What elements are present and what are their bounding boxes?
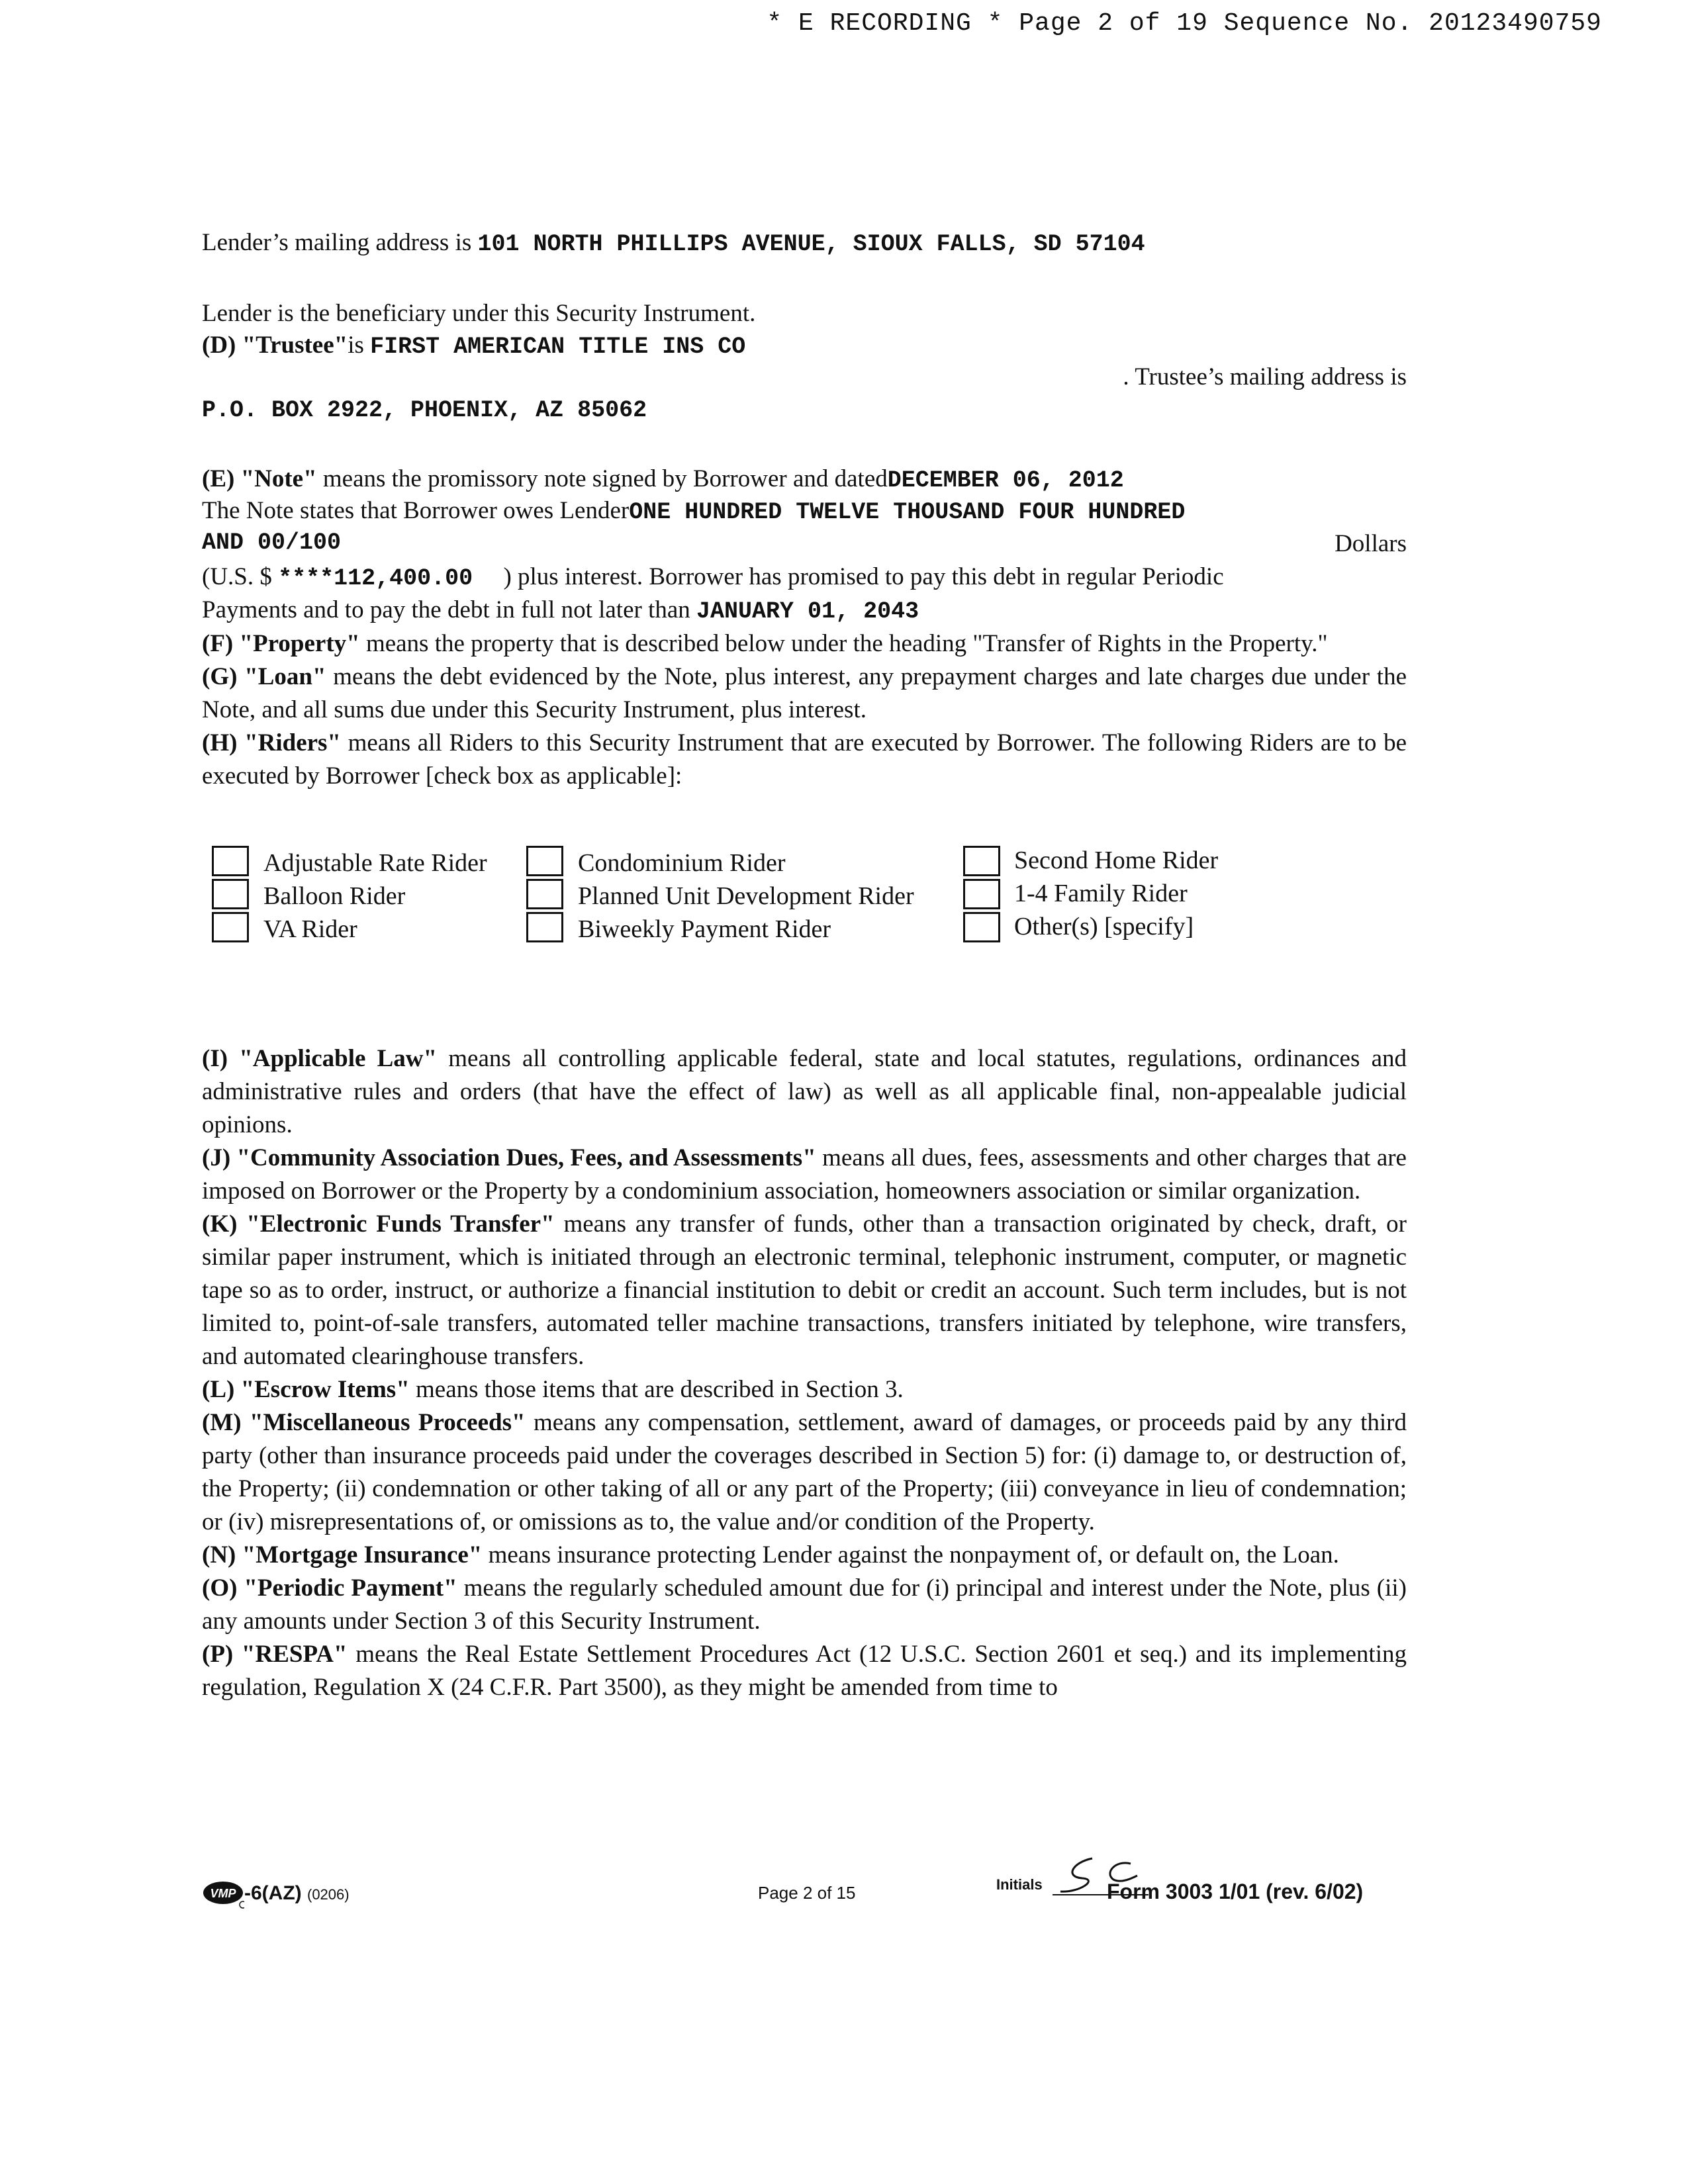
note-amount-words-2: AND 00/100 (202, 529, 342, 556)
definition-community-association-dues (202, 1142, 1407, 1208)
lender-address: 101 NORTH PHILLIPS AVENUE, SIOUX FALLS, SD 57104 (477, 231, 1145, 257)
form-code: -6(AZ) (244, 1882, 302, 1904)
definition-label: (N) "Mortgage Insurance" (202, 1541, 483, 1569)
note-amount: ****112,400.00 (278, 565, 473, 592)
planned-unit-development-rider-checkbox[interactable] (526, 879, 563, 909)
form-date: (0206) (307, 1886, 350, 1903)
one-to-four-family-rider-checkbox[interactable] (963, 879, 1000, 909)
definition-text: means any compensation, settlement, award of damages, or proceeds paid by any third party (other than insurance proceeds paid under the coverages described in Section 5) for: (i) damage to, or destruction of, the Property; (ii) condemnation or other taking of all or any part of the Property; (iii) conveyance in lieu of condemnation; or (iv) misrepresentations of, or omissions as to, the value and/or condition of the Property. (202, 1409, 1407, 1535)
form-code-footer (202, 1880, 350, 1909)
note-text-4: Payments and to pay the debt in full not later than (202, 596, 690, 623)
adjustable-rate-rider-checkbox[interactable] (212, 846, 249, 876)
definition-text: means the debt evidenced by the Note, plus interest, any prepayment charges and late charges due under the Note, and all sums due under this Security Instrument, plus interest. (202, 663, 1407, 723)
definition-text: means all dues, fees, assessments and other charges that are imposed on Borrower or the Property by a condominium association, homeowners association or similar organization. (202, 1144, 1407, 1205)
definition-label: (G) "Loan" (202, 663, 326, 690)
definition-label: (O) "Periodic Payment" (202, 1574, 457, 1602)
page-number: Page 2 of 15 (758, 1883, 856, 1903)
definition-text: means those items that are described in Section 3. (409, 1376, 904, 1403)
definition-property (202, 627, 1407, 660)
rider-label: Balloon Rider (263, 882, 406, 910)
definition-label: (P) "RESPA" (202, 1641, 348, 1668)
rider-label: Other(s) [specify] (1014, 913, 1194, 940)
note-line-2 (202, 496, 1185, 525)
initials-label: Initials (996, 1876, 1043, 1893)
balloon-rider-checkbox[interactable] (212, 879, 249, 909)
va-rider-checkbox[interactable] (212, 912, 249, 942)
trustee-address: P.O. BOX 2922, PHOENIX, AZ 85062 (202, 397, 647, 424)
trustee-line (202, 331, 745, 360)
definitions-list (202, 1042, 1407, 1704)
others-rider-checkbox[interactable] (963, 912, 1000, 942)
definition-text: means the regularly scheduled amount due for (i) principal and interest under the Note, plus (ii) any amounts under Section 3 of this Security Instrument. (202, 1574, 1407, 1635)
definition-label: (H) "Riders" (202, 729, 341, 756)
definition-label: (L) "Escrow Items" (202, 1376, 410, 1403)
condominium-rider-checkbox[interactable] (526, 846, 563, 876)
form-number: Form 3003 1/01 (rev. 6/02) (1107, 1880, 1364, 1903)
rider-label: Adjustable Rate Rider (263, 849, 487, 877)
rider-label: Condominium Rider (578, 849, 786, 877)
definition-respa (202, 1638, 1407, 1704)
definition-periodic-payment (202, 1572, 1407, 1638)
definition-text: means the property that is described below under the heading "Transfer of Rights in the Property." (359, 630, 1328, 657)
recording-header: * E RECORDING * Page 2 of 19 Sequence No. 20123490759 (767, 9, 1602, 38)
vmp-logo-icon (202, 1880, 244, 1909)
rider-label: Second Home Rider (1014, 846, 1219, 874)
definition-loan (202, 660, 1407, 727)
definition-escrow-items (202, 1373, 1407, 1406)
trustee-label: (D) "Trustee" (202, 332, 348, 359)
definition-label: (J) "Community Association Dues, Fees, and Assessments" (202, 1144, 816, 1171)
rider-label: VA Rider (263, 915, 357, 943)
second-home-rider-checkbox[interactable] (963, 846, 1000, 876)
rider-label: Planned Unit Development Rider (578, 882, 914, 910)
biweekly-payment-rider-checkbox[interactable] (526, 912, 563, 942)
trustee-name: FIRST AMERICAN TITLE INS CO (370, 334, 746, 360)
definition-text: means the Real Estate Settlement Procedures Act (12 U.S.C. Section 2601 et seq.) and its implementing regulation, Regulation X (24 C.F.R. Part 3500), as they might be amended from time to (202, 1641, 1407, 1701)
rider-label: 1-4 Family Rider (1014, 880, 1188, 907)
definition-label: (K) "Electronic Funds Transfer" (202, 1210, 555, 1238)
definition-text: means insurance protecting Lender against the nonpayment of, or default on, the Loan. (482, 1541, 1339, 1569)
vmp-logo-text: VMP (210, 1887, 236, 1900)
note-text-2: The Note states that Borrower owes Lender (202, 497, 630, 524)
definition-miscellaneous-proceeds (202, 1406, 1407, 1539)
definitions-top (202, 627, 1407, 793)
note-text-3: ) plus interest. Borrower has promised to pay this debt in regular Periodic (503, 563, 1224, 590)
definition-mortgage-insurance (202, 1539, 1407, 1572)
definition-electronic-funds-transfer (202, 1208, 1407, 1373)
definition-text: means all Riders to this Security Instrument that are executed by Borrower. The following Riders are to be executed by Borrower [check box as applicable]: (202, 729, 1407, 790)
note-line-5 (202, 596, 919, 625)
definition-label: (F) "Property" (202, 630, 360, 657)
note-date: DECEMBER 06, 2012 (887, 467, 1124, 494)
note-text-1: means the promissory note signed by Borrower and dated (316, 465, 888, 492)
note-line-1 (202, 465, 1124, 494)
note-amount-words-1: ONE HUNDRED TWELVE THOUSAND FOUR HUNDRED (629, 499, 1186, 525)
note-dollars: Dollars (1335, 530, 1407, 557)
trustee-mailing-text: . Trustee’s mailing address is (1123, 363, 1407, 390)
definition-text: means any transfer of funds, other than a transaction originated by check, draft, or similar paper instrument, which is initiated through an electronic terminal, telephonic instrument, computer, or magnetic tape so as to order, instruct, or authorize a financial institution to debit or credit an account. Such term includes, but is not limited to, point-of-sale transfers, automated teller machine transactions, transfers initiated by telephone, wire transfers, and automated clearinghouse transfers. (202, 1210, 1407, 1370)
lender-beneficiary-text: Lender is the beneficiary under this Security Instrument. (202, 300, 756, 327)
note-us-prefix: (U.S. $ (202, 563, 272, 590)
note-maturity: JANUARY 01, 2043 (696, 598, 919, 625)
note-label: (E) "Note" (202, 465, 317, 492)
definition-applicable-law (202, 1042, 1407, 1142)
definition-label: (M) "Miscellaneous Proceeds" (202, 1409, 526, 1436)
definition-riders (202, 727, 1407, 793)
note-line-4 (202, 563, 1407, 592)
lender-address-line (202, 228, 1145, 257)
definition-label: (I) "Applicable Law" (202, 1045, 438, 1072)
rider-label: Biweekly Payment Rider (578, 915, 831, 943)
definition-text: means all controlling applicable federal, state and local statutes, regulations, ordinances and administrative rules and orders (that have the effect of law) as well as all applicable final, non-appealable judicial opinions. (202, 1045, 1407, 1138)
trustee-is: is (348, 332, 371, 359)
lender-address-prefix: Lender’s mailing address is (202, 229, 478, 256)
